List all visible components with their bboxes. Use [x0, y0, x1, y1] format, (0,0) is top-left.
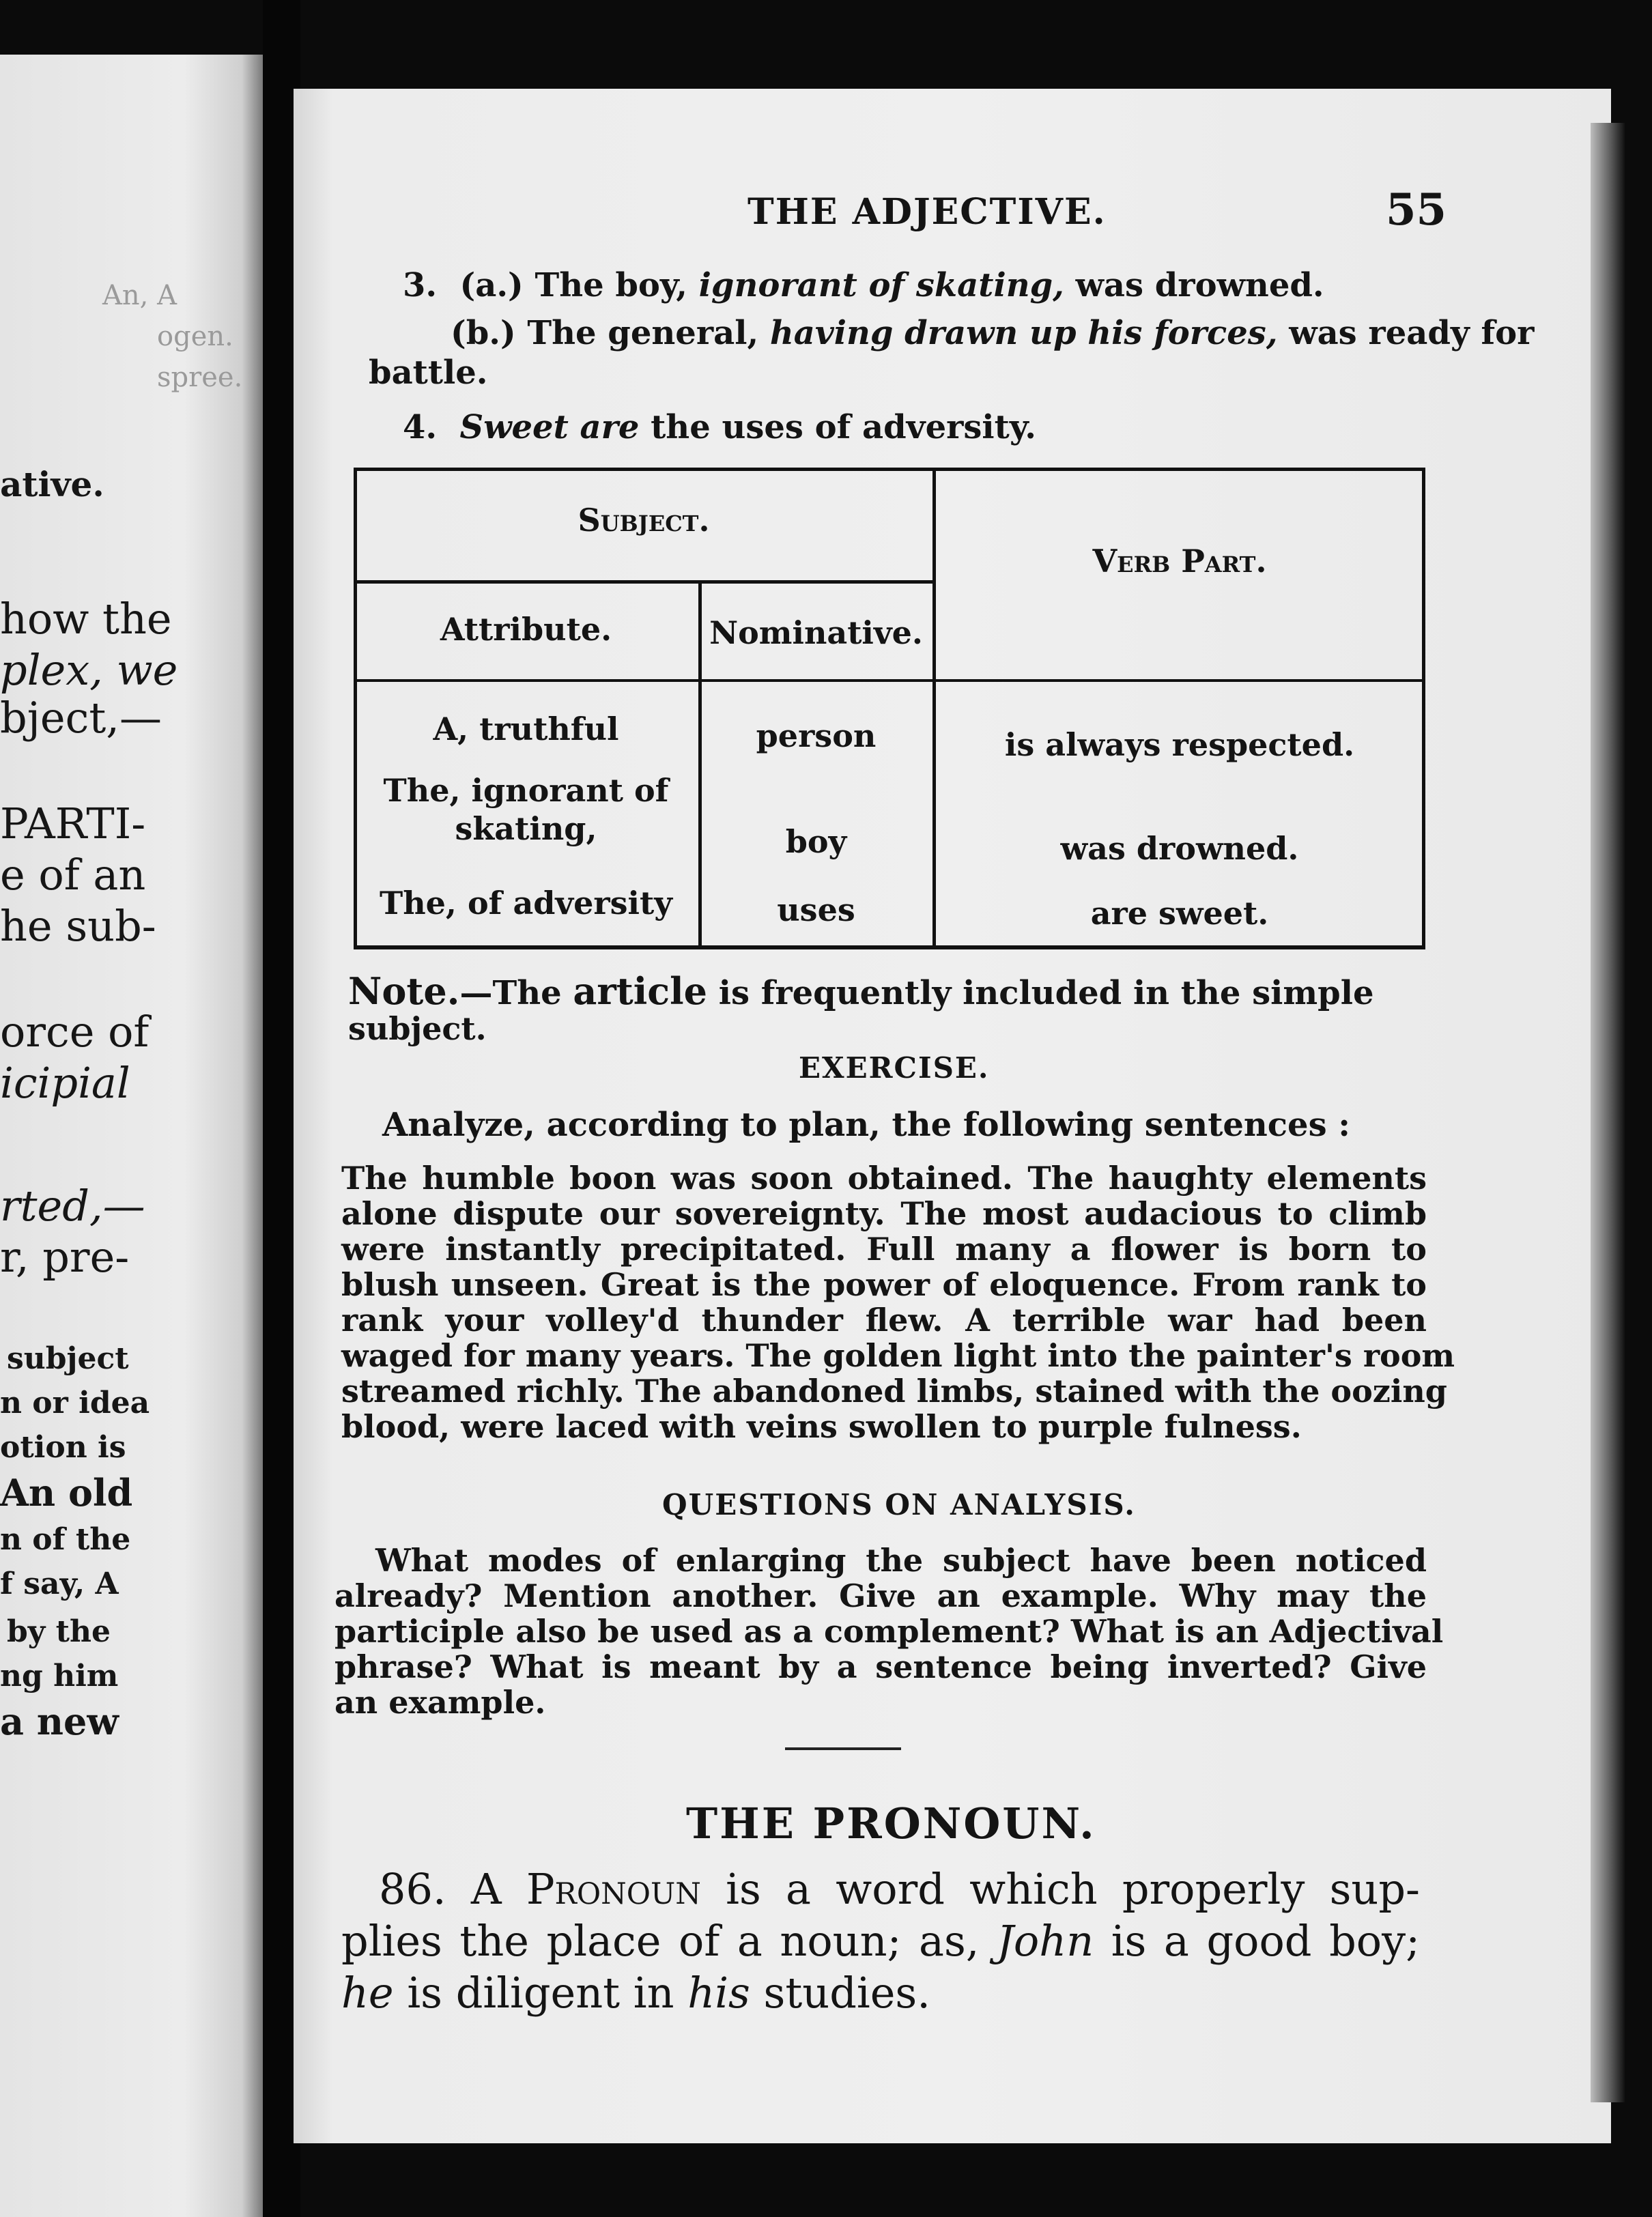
table-rule-header [354, 679, 1425, 682]
left-fragment: a new [0, 1700, 119, 1743]
exercise-line: blush unseen. Great is the power of eloquence. From rank to [341, 1266, 1427, 1303]
left-fragment: ative. [0, 464, 104, 504]
left-fragment: r, pre- [0, 1232, 130, 1282]
example-text: was drowned. [1064, 266, 1324, 304]
question-line: already? Mention another. Give an example. Why may the [334, 1577, 1427, 1614]
left-fragment: e of an [0, 850, 146, 900]
note-line [348, 969, 1374, 1013]
section-divider [785, 1747, 901, 1750]
exercise-line: waged for many years. The golden light into the painter's room [341, 1337, 1455, 1374]
left-fragment: how the [0, 594, 172, 644]
page-number: 55 [1386, 184, 1447, 235]
left-fragment: subject [7, 1341, 129, 1376]
example-text: was ready for [1277, 314, 1535, 352]
table-cell-nominative: person [756, 717, 877, 754]
page-edge-shadow [1591, 123, 1625, 2102]
left-facing-page [0, 55, 263, 2217]
main-page [294, 89, 1611, 2143]
table-divider-subject [932, 468, 936, 949]
example-3b-continuation: battle. [369, 354, 488, 392]
left-fragment: orce of [0, 1007, 149, 1057]
exercise-line: rank your volley'd thunder flew. A terrible war had been [341, 1302, 1427, 1339]
table-cell-verb: was drowned. [1060, 830, 1299, 867]
definition-text: is diligent in [393, 1968, 688, 2018]
note-text: —The [459, 974, 573, 1012]
table-cell-attribute: A, truthful [433, 711, 619, 747]
example-3b [451, 314, 1534, 352]
running-head: THE ADJECTIVE. [747, 191, 1107, 233]
left-fragment: he sub- [0, 901, 156, 951]
left-fragment: An old [0, 1471, 133, 1515]
definition-italic: he [341, 1968, 394, 2018]
exercise-line: blood, were laced with veins swollen to purple fulness. [341, 1408, 1302, 1445]
example-italic-text: having drawn up his forces, [769, 314, 1278, 352]
definition-text: plies the place of a noun; as, [341, 1916, 997, 1966]
example-number: 3. [403, 266, 438, 304]
definition-line-1 [341, 1863, 1420, 1915]
example-italic-text: ignorant of skating, [698, 266, 1064, 304]
question-line: participle also be used as a complement? What is an Adjectival [334, 1613, 1444, 1650]
analysis-table [354, 468, 1425, 952]
table-cell-nominative: boy [785, 823, 847, 860]
table-cell-attribute: The, ignorant of skating, [383, 772, 669, 847]
table-border-left [354, 468, 357, 949]
exercise-line: The humble boon was soon obtained. The haughty elements [341, 1160, 1427, 1197]
questions-heading: QUESTIONS ON ANALYSIS. [662, 1488, 1136, 1521]
exercise-instruction: Analyze, according to plan, the following sentences : [382, 1106, 1351, 1144]
bleed-through-text: An, A [102, 280, 177, 311]
table-rule-subject [354, 580, 934, 584]
question-line: an example. [334, 1684, 546, 1721]
left-fragment: bject,— [0, 693, 162, 743]
exercise-paragraph [341, 1160, 1455, 1445]
left-fragment: f say, A [0, 1567, 119, 1601]
note-continuation: subject. [348, 1010, 487, 1047]
verb-part-header: Verb Part. [1092, 543, 1267, 580]
subject-header: Subject. [578, 502, 710, 539]
pronoun-definition [341, 1863, 1420, 2019]
table-cell-nominative: uses [777, 891, 855, 928]
definition-term: Pronoun [526, 1864, 701, 1914]
table-cell-attribute: The, of adversity [379, 885, 672, 921]
left-fragment: n or idea [0, 1386, 150, 1420]
note-emphasis: article [573, 969, 708, 1013]
definition-text: 86. A [379, 1864, 526, 1914]
left-fragment: by the [7, 1614, 111, 1649]
left-fragment: otion is [0, 1430, 126, 1465]
table-border-top [354, 468, 1425, 471]
left-fragment: PARTI- [0, 799, 146, 848]
example-number: 4. [403, 408, 438, 446]
note-text: is frequently included in the simple [707, 974, 1374, 1012]
question-line: What modes of enlarging the subject have been noticed [375, 1542, 1427, 1579]
bleed-through-text: ogen. [157, 321, 233, 352]
note-label: Note. [348, 969, 460, 1013]
table-border-bottom [354, 945, 1425, 949]
left-fragment: ng him [0, 1659, 119, 1693]
definition-italic: John [997, 1916, 1094, 1966]
table-cell-verb: are sweet. [1090, 895, 1269, 932]
definition-italic: his [687, 1968, 750, 2018]
example-text: (a.) The boy, [459, 266, 699, 304]
table-border-right [1422, 468, 1425, 949]
exercise-line: were instantly precipitated. Full many a flower is born to [341, 1231, 1427, 1268]
exercise-line: streamed richly. The abandoned limbs, stained with the oozing [341, 1373, 1447, 1410]
left-fragment: icipial [0, 1058, 130, 1108]
nominative-header: Nominative. [709, 614, 923, 651]
example-4 [403, 408, 1036, 446]
table-cell-verb: is always respected. [1004, 726, 1355, 763]
question-line: phrase? What is meant by a sentence being inverted? Give [334, 1648, 1427, 1685]
example-3a [403, 266, 1324, 304]
example-text: (b.) The general, [451, 314, 770, 352]
left-fragment: rted,— [0, 1181, 145, 1231]
left-fragment: plex, we [0, 645, 178, 695]
left-fragment: n of the [0, 1522, 131, 1557]
example-text: the uses of adversity. [639, 408, 1036, 446]
definition-line-2 [341, 1915, 1420, 1967]
exercise-line: alone dispute our sovereignty. The most audacious to climb [341, 1195, 1427, 1232]
exercise-heading: EXERCISE. [799, 1051, 990, 1085]
example-italic-text: Sweet are [459, 408, 640, 446]
definition-line-3 [341, 1967, 1420, 2019]
definition-text: studies. [750, 1968, 930, 2018]
attribute-header: Attribute. [440, 611, 612, 648]
questions-paragraph [334, 1542, 1444, 1721]
definition-text: is a word which properly sup- [700, 1864, 1420, 1914]
bleed-through-text: spree. [157, 362, 243, 393]
definition-text: is a good boy; [1094, 1916, 1421, 1966]
pronoun-heading: THE PRONOUN. [686, 1799, 1096, 1848]
